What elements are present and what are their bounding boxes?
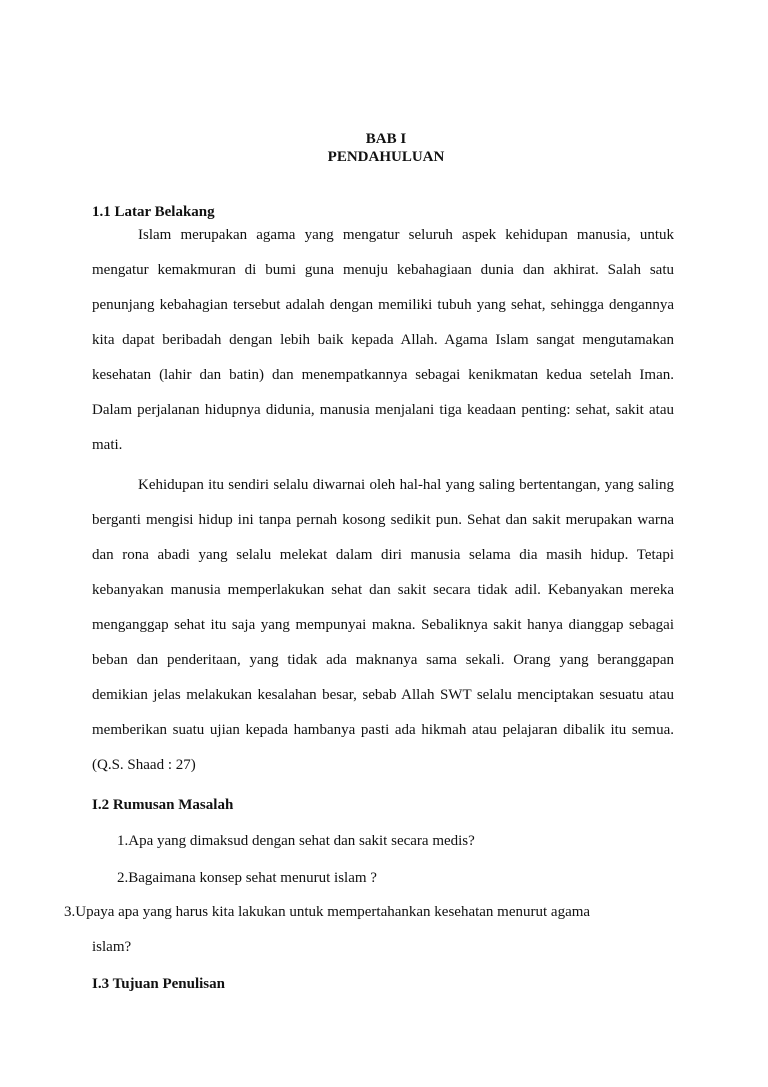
chapter-title: PENDAHULUAN <box>327 149 445 165</box>
section-heading-latar-belakang: 1.1 Latar Belakang <box>92 204 215 220</box>
list-item-3 <box>64 895 674 965</box>
paragraph-2: Kehidupan itu sendiri selalu diwarnai oleh hal-hal yang saling bertentangan, yang saling berganti mengisi hidup ini tanpa pernah kosong sedikit pun. Sehat dan sakit merupakan warna dan rona abadi yang selalu melekat dalam diri manusia selama dia masih hidup. Tetapi kebanyakan manusia memperlakukan sehat dan sakit secara tidak adil. Kebanyakan mereka menganggap sehat itu saja yang mempunyai makna. Sebaliknya sakit hanya dianggap sebagai beban dan penderitaan, yang tidak ada maknanya sama sekali. Orang yang beranggapan demikian jelas melakukan kesalahan besar, sebab Allah SWT selalu menciptakan sesuatu atau memberikan suatu ujian kepada hambanya pasti ada hikmah atau pelajaran dibalik itu semua. (Q.S. Shaad : 27) <box>92 477 674 773</box>
chapter-number: BAB I <box>365 131 407 147</box>
list-item-2: 2.Bagaimana konsep sehat menurut islam ? <box>117 870 377 886</box>
paragraph-1: Islam merupakan agama yang mengatur seluruh aspek kehidupan manusia, untuk mengatur kemakmuran di bumi guna menuju kebahagiaan dunia dan akhirat. Salah satu penunjang kebahagian tersebut adalah dengan memiliki tubuh yang sehat, sehingga dengannya kita dapat beribadah dengan lebih baik kepada Allah. Agama Islam sangat mengutamakan kesehatan (lahir dan batin) dan menempatkannya sebagai kenikmatan kedua setelah Iman. Dalam perjalanan hidupnya didunia, manusia menjalani tiga keadaan penting: sehat, sakit atau mati. <box>92 227 674 453</box>
list-item-3-line-2: islam? <box>92 939 132 955</box>
section-heading-rumusan-masalah: I.2 Rumusan Masalah <box>92 797 234 813</box>
list-item-3-line-1: 3.Upaya apa yang harus kita lakukan untuk mempertahankan kesehatan menurut agama <box>64 904 591 920</box>
section-heading-tujuan-penulisan: I.3 Tujuan Penulisan <box>92 976 225 992</box>
list-item-1: 1.Apa yang dimaksud dengan sehat dan sakit secara medis? <box>117 833 475 849</box>
